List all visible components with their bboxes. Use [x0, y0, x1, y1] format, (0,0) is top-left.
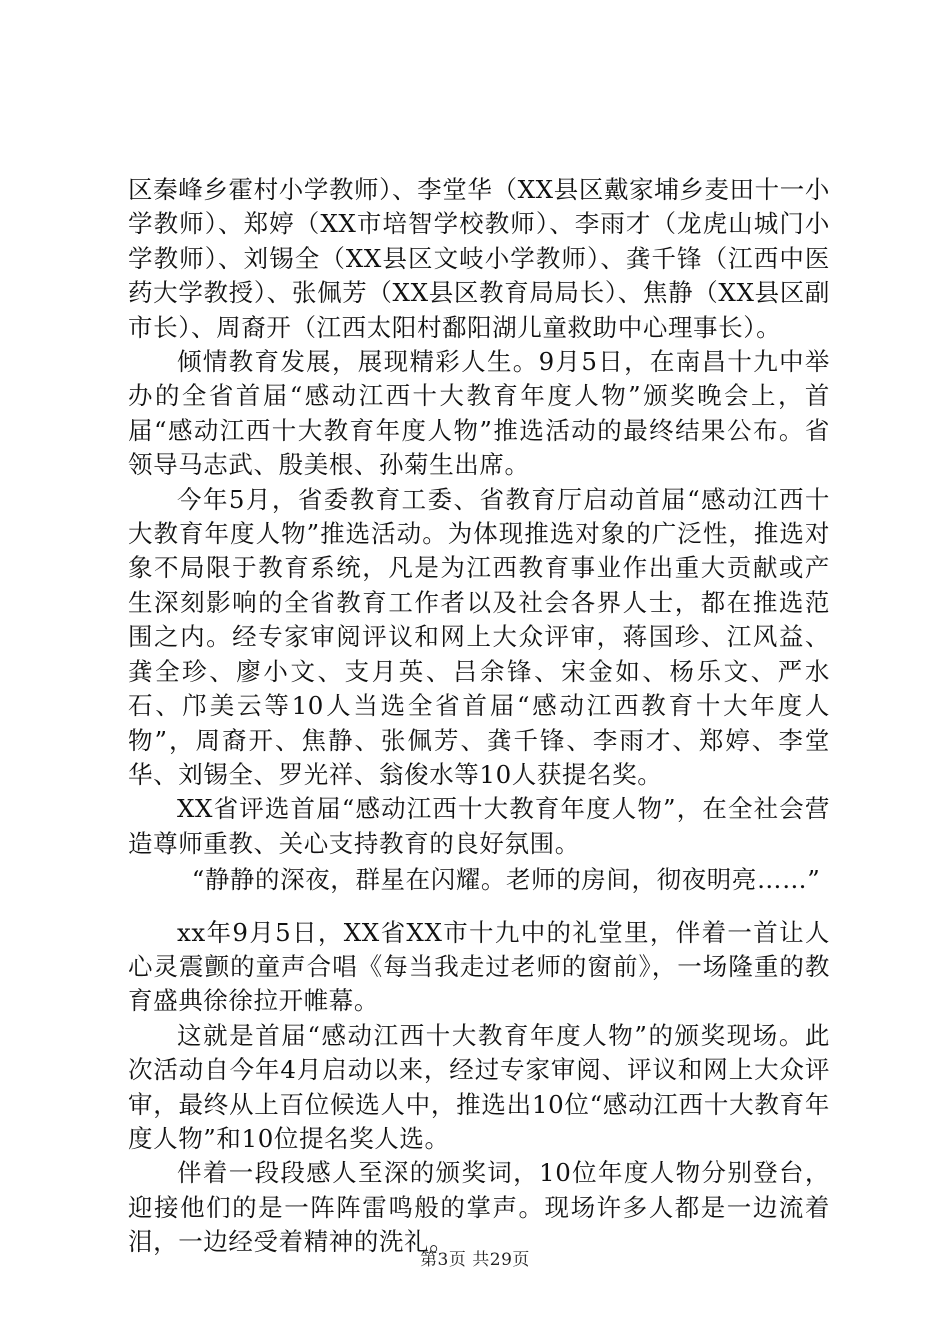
paragraph: 伴着一段段感人至深的颁奖词，10位年度人物分别登台，迎接他们的是一阵阵雷鸣般的掌声。现场许多人都是一边流着泪，一边经受着精神的洗礼。: [128, 1158, 830, 1257]
document-body: [128, 173, 830, 1260]
paragraph: 这就是首届“感动江西十大教育年度人物”的颁奖现场。此次活动自今年4月启动以来，经过专家审阅、评议和网上大众评审，最终从上百位候选人中，推选出10位“感动江西十大教育年度人物”和10位提名奖人选。: [128, 1020, 830, 1153]
paragraph: 今年5月，省委教育工委、省教育厅启动首届“感动江西十大教育年度人物”推选活动。为体现推选对象的广泛性，推选对象不局限于教育系统，凡是为江西教育事业作出重大贡献或产生深刻影响的全省教育工作者以及社会各界人士，都在推选范围之内。经专家审阅评议和网上大众评审，蒋国珍、江风益、龚全珍、廖小文、支月英、吕余锋、宋金如、杨乐文、严水石、邝美云等10人当选全省首届“感动江西教育十大年度人物”，周裔开、焦静、张佩芳、龚千锋、李雨才、郑婷、李堂华、刘锡全、罗光祥、翁俊水等10人获提名奖。: [128, 484, 830, 789]
paragraph: xx年9月5日，XX省XX市十九中的礼堂里，伴着一首让人心灵震颤的童声合唱《每当我走过老师的窗前》，一场隆重的教育盛典徐徐拉开帷幕。: [128, 917, 830, 1016]
paragraph: 倾情教育发展，展现精彩人生。9月5日，在南昌十九中举办的全省首届“感动江西十大教育年度人物”颁奖晚会上，首届“感动江西十大教育年度人物”推选活动的最终结果公布。省领导马志武、殷美根、孙菊生出席。: [128, 347, 830, 480]
paragraph: XX省评选首届“感动江西十大教育年度人物”，在全社会营造尊师重教、关心支持教育的良好氛围。: [128, 794, 830, 858]
page-footer: 第3页 共29页: [420, 1250, 530, 1270]
quote-paragraph: “静静的深夜，群星在闪耀。老师的房间，彻夜明亮……”: [191, 865, 821, 895]
paragraph-continuation: 区秦峰乡霍村小学教师）、李堂华（XX县区戴家埔乡麦田十一小学教师）、郑婷（XX市培智学校教师）、李雨才（龙虎山城门小学教师）、刘锡全（XX县区文岐小学教师）、龚千锋（江西中医药大学教授）、张佩芳（XX县区教育局局长）、焦静（XX县区副市长）、周裔开（江西太阳村鄱阳湖儿童救助中心理事长）。: [128, 175, 830, 342]
